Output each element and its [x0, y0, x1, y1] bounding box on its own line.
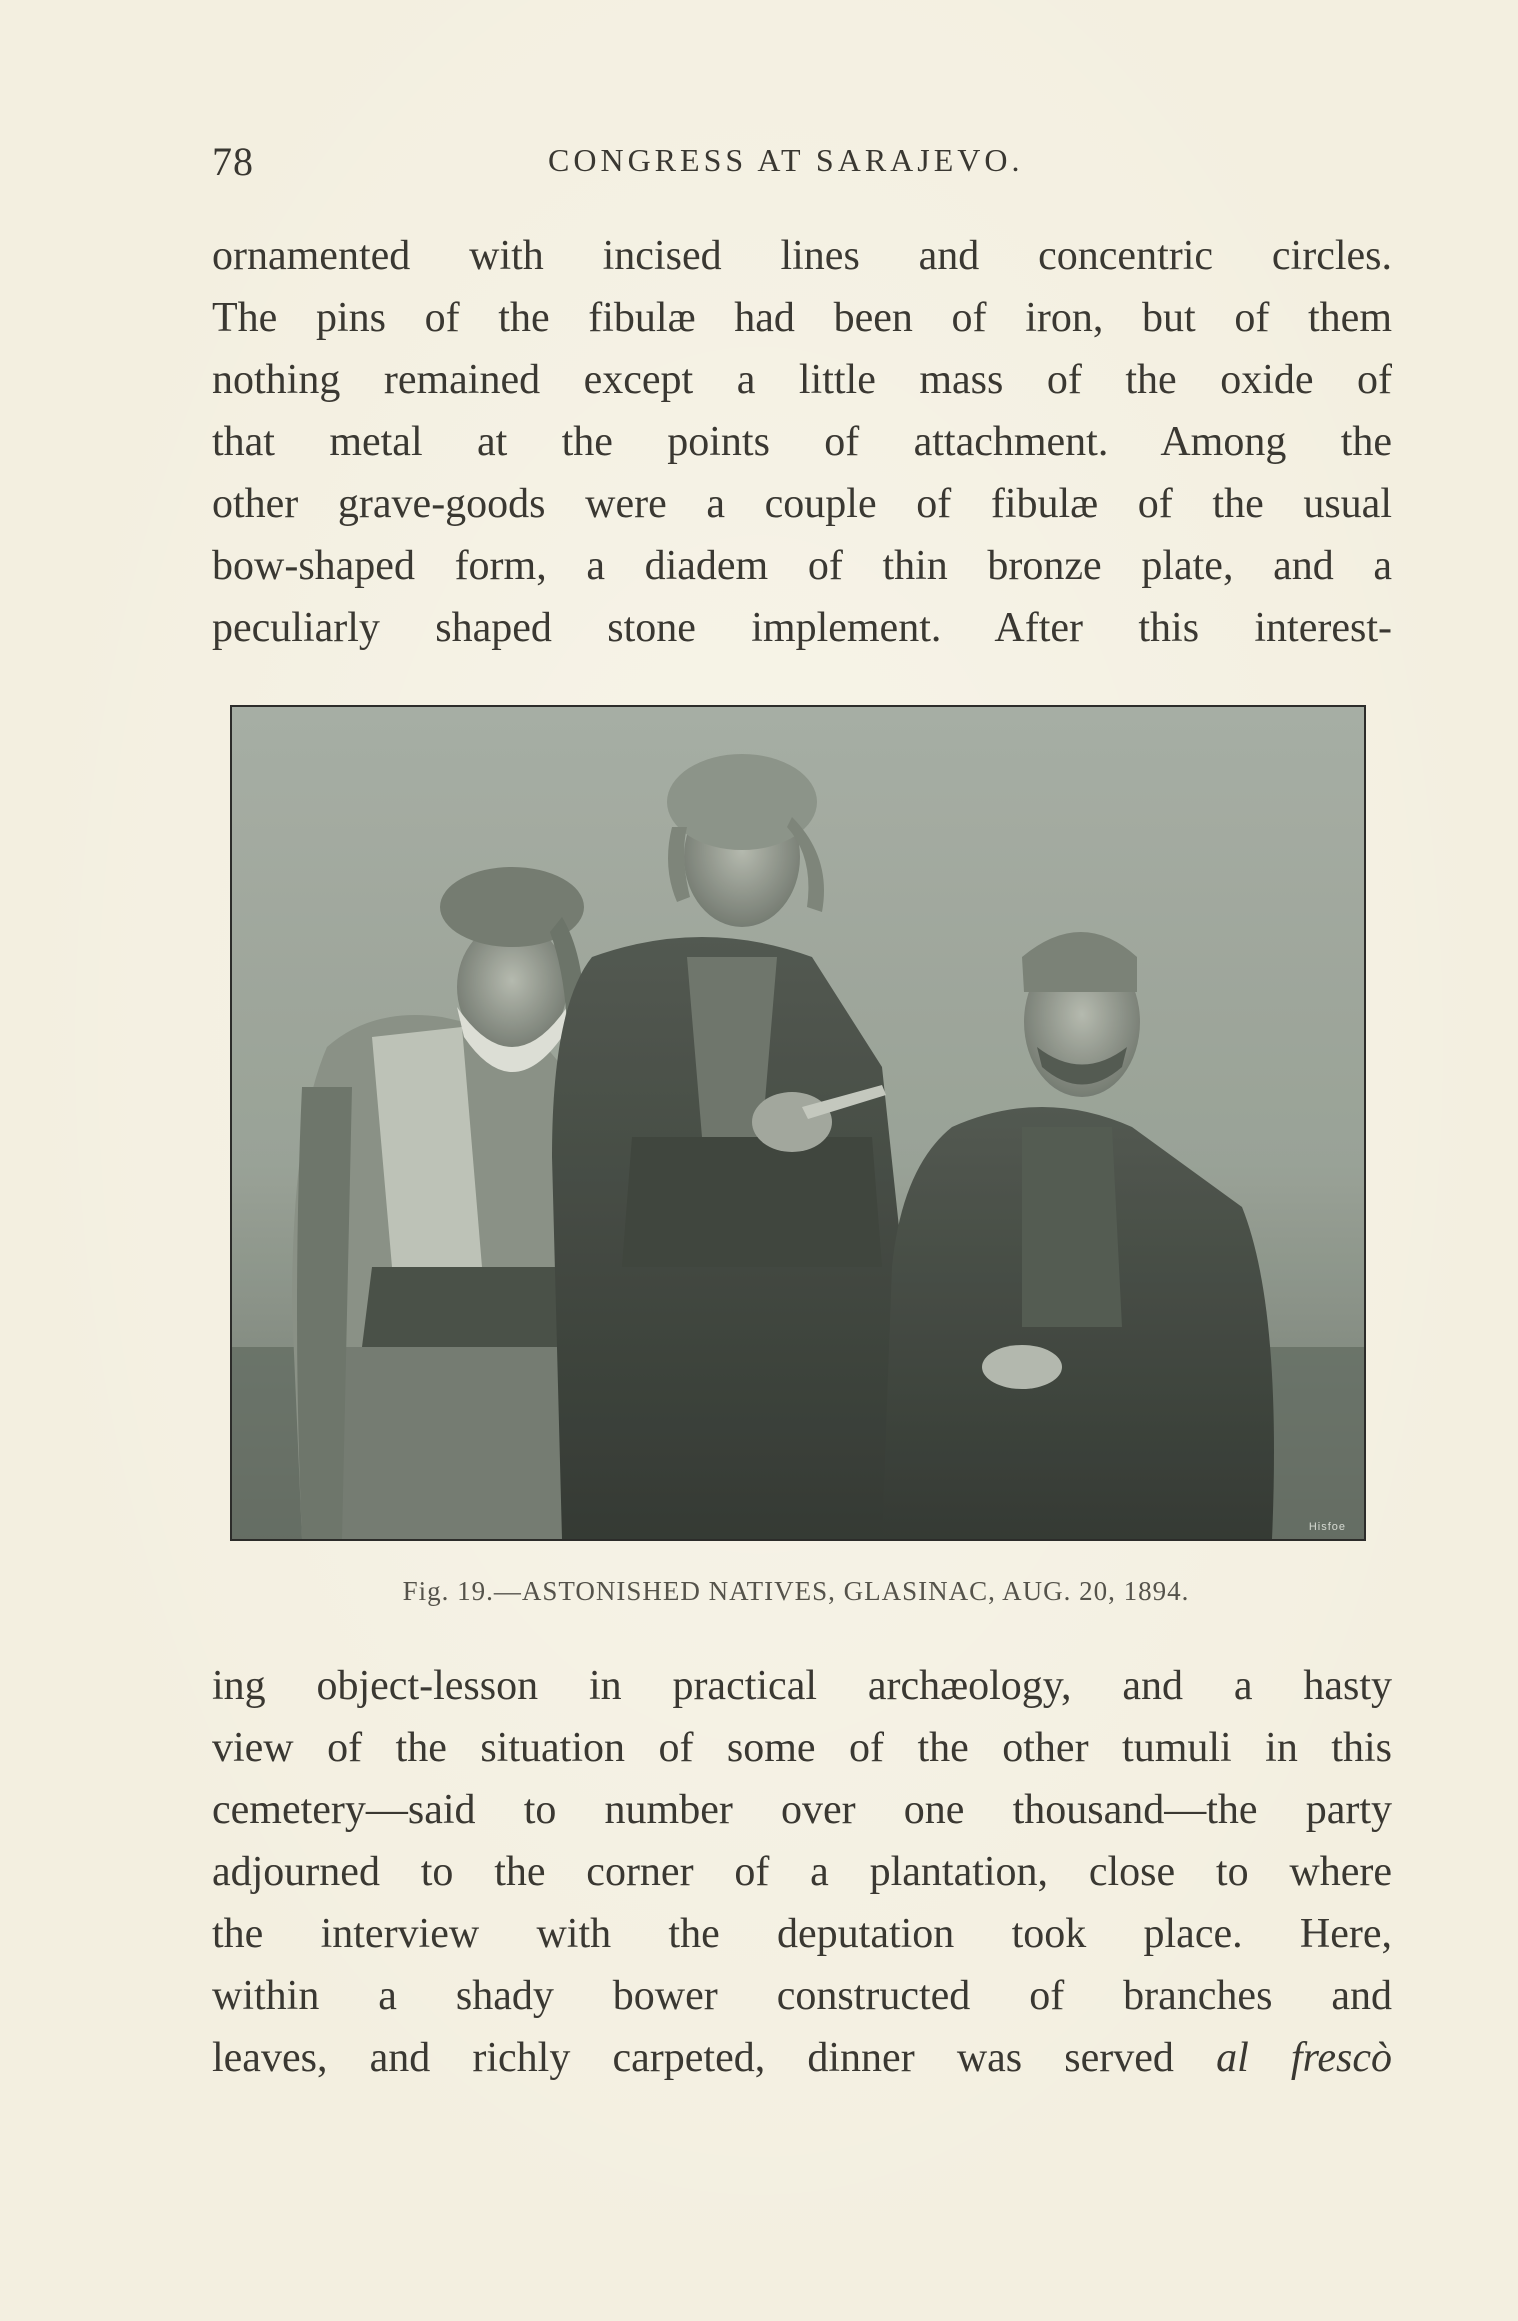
engraver-mark: Hisfoe	[1308, 1521, 1346, 1533]
text-line: The pins of the fibulæ had been of iron, but of them	[212, 295, 1392, 341]
text-line: the interview with the deputation took place. Here,	[212, 1911, 1392, 1957]
figure-caption: Fig. 19.—ASTONISHED NATIVES, GLASINAC, AUG. 20, 1894.	[402, 1576, 1190, 1606]
text-line: other grave-goods were a couple of fibulæ of the usual	[212, 481, 1392, 527]
text-line-plain: leaves, and richly carpeted, dinner was served	[212, 2035, 1217, 2081]
text-line: cemetery—said to number over one thousand—the party	[212, 1787, 1392, 1833]
text-line: ornamented with incised lines and concentric circles.	[212, 233, 1392, 279]
running-head	[212, 138, 1392, 184]
text-line: peculiarly shaped stone implement. After this interest-	[212, 605, 1392, 651]
text-line: view of the situation of some of the other tumuli in this	[212, 1725, 1392, 1771]
text-line: adjourned to the corner of a plantation, close to where	[212, 1849, 1392, 1895]
text-line: ing object-lesson in practical archæology, and a hasty	[212, 1663, 1392, 1709]
halftone-photo	[232, 707, 1364, 1539]
text-line: within a shady bower constructed of branches and	[212, 1973, 1392, 2019]
text-line-last	[212, 2027, 1392, 2089]
photograph-three-men	[230, 705, 1366, 1541]
running-title: CONGRESS AT SARAJEVO.	[548, 142, 1024, 178]
text-line: bow-shaped form, a diadem of thin bronze plate, and a	[212, 543, 1392, 589]
italic-phrase: al frescò	[1216, 2035, 1392, 2081]
text-line: nothing remained except a little mass of the oxide of	[212, 357, 1392, 403]
paragraph-bottom	[212, 1655, 1392, 2089]
text-line: that metal at the points of attachment. Among the	[212, 419, 1392, 465]
page-number: 78	[212, 139, 254, 184]
paragraph-top	[212, 225, 1392, 659]
